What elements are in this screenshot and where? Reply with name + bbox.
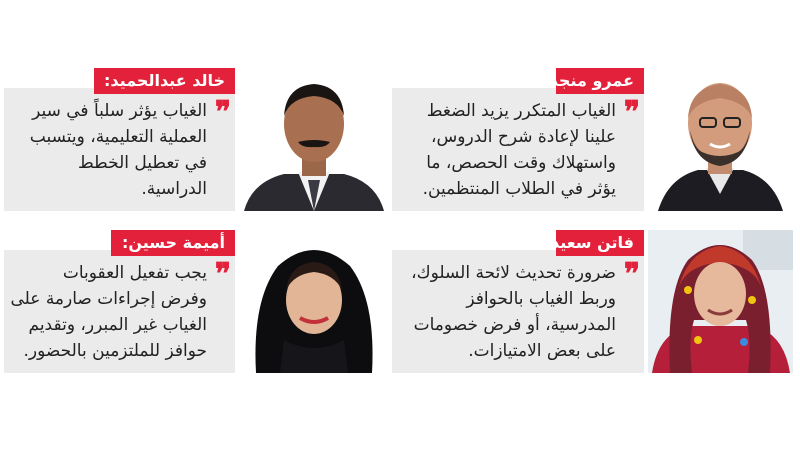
quote-line: الغياب غير المبرر، وتقديم: [28, 315, 207, 335]
quote-text: [30, 98, 207, 202]
portrait-amr-monjed: [648, 68, 793, 211]
quote-mark-icon: ❞: [623, 95, 640, 130]
quote-line: الغياب المتكرر يزيد الضغط: [426, 101, 616, 121]
quote-line: حوافز للملتزمين بالحضور.: [23, 341, 207, 361]
quote-line: المدرسية، أو فرض خصومات: [413, 315, 616, 335]
quote-line: ضرورة تحديث لائحة السلوك،: [411, 263, 616, 283]
quote-line: العملية التعليمية، ويتسبب: [29, 127, 207, 147]
quote-line: الغياب يؤثر سلباً في سير: [32, 101, 207, 121]
quote-line: واستهلاك وقت الحصص، ما: [426, 153, 616, 173]
quote-line: في تعطيل الخطط: [78, 153, 207, 173]
quote-line: الدراسية.: [141, 179, 207, 199]
quote-mark-icon: ❞: [623, 257, 640, 292]
quote-text: [10, 260, 207, 364]
speaker-name: فاتن سعيد:: [556, 230, 644, 256]
quote-mark-icon: ❞: [214, 95, 231, 130]
quote-box-amr-monjed: [392, 88, 644, 211]
quote-line: وربط الغياب بالحوافز: [466, 289, 616, 309]
quote-line: يجب تفعيل العقوبات: [62, 263, 207, 283]
quote-box-khaled-abdelhamid: [4, 88, 235, 211]
quote-box-omaima-hussein: [4, 250, 235, 373]
quote-mark-icon: ❞: [214, 257, 231, 292]
speaker-name: أميمة حسين:: [111, 230, 235, 256]
portrait-khaled-abdelhamid: [238, 68, 390, 211]
speaker-name: عمرو منجد:: [556, 68, 644, 94]
quote-box-faten-saeed: [392, 250, 644, 373]
quote-line: على بعض الامتيازات.: [468, 341, 616, 361]
portrait-omaima-hussein: [238, 230, 390, 373]
quote-text: [423, 98, 616, 202]
quote-line: يؤثر في الطلاب المنتظمين.: [422, 179, 616, 199]
quote-line: علينا لإعادة شرح الدروس،: [431, 127, 616, 147]
portrait-faten-saeed: [648, 230, 793, 373]
speaker-name: خالد عبدالحميد:: [94, 68, 235, 94]
quote-line: وفرض إجراءات صارمة على: [10, 289, 207, 309]
quote-text: [411, 260, 616, 364]
